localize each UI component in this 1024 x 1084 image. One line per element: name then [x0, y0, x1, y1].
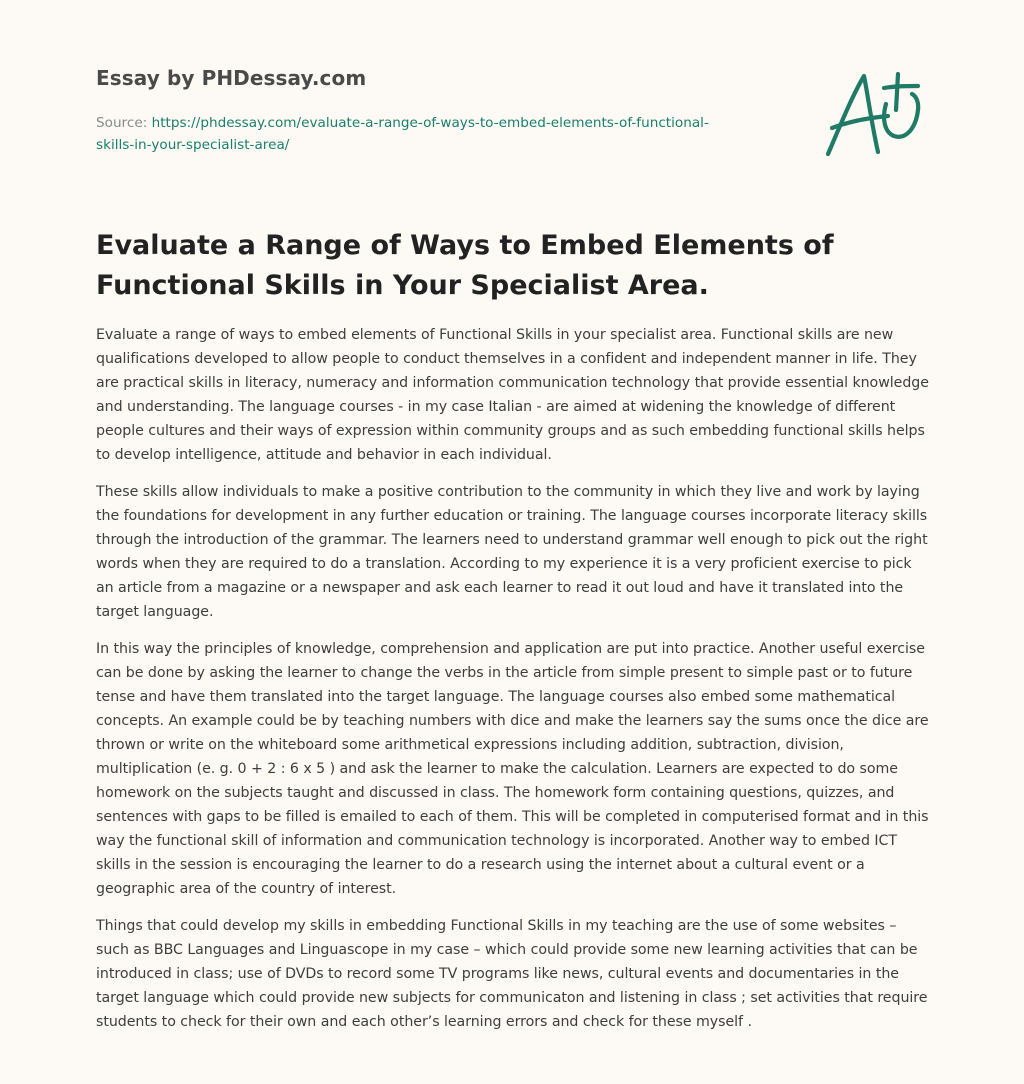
source-line	[96, 112, 736, 156]
essay-paragraph: These skills allow individuals to make a positive contribution to the community in which they live and work by laying the foundations for development in any further education or training. The language courses incorporate literacy skills through the introduction of the grammar. The learners need to understand grammar well enough to pick out the right words when they are required to do a translation. According to my experience it is a very proficient exercise to pick an article from a magazine or a newspaper and ask each learner to read it out loud and have it translated into the target language.	[96, 484, 928, 620]
essay-paragraph: In this way the principles of knowledge, comprehension and application are put into practice. Another useful exercise can be done by asking the learner to change the verbs in the article from simple present to simple past or to future tense and have them translated into the target language. The language courses also embed some mathematical concepts. An example could be by teaching numbers with dice and make the learners say the sums once the dice are thrown or write on the whiteboard some arithmetical expressions including addition, subtraction, division, multiplication (e. g. 0 + 2 : 6 x 5 ) and ask the learner to make the calculation. Learners are expected to do some homework on the subjects taught and discussed in class. The homework form containing questions, quizzes, and sentences with gaps to be filled is emailed to each of them. This will be completed in computerised format and in this way the functional skill of information and communication technology is incorporated. Another way to embed ICT skills in the session is encouraging the learner to do a research using the internet about a cultural event or a geographic area of the country of interest.	[96, 641, 929, 897]
site-brand: Essay by PHDessay.com	[96, 66, 367, 90]
essay-paragraph: Things that could develop my skills in embedding Functional Skills in my teaching are the use of some websites – such as BBC Languages and Linguascope in my case – which could provide some new learning activities that can be introduced in class; use of DVDs to record some TV programs like news, cultural events and documentaries in the target language which could provide new subjects for communicaton and listening in class ; set activities that require students to check for their own and each other’s learning errors and check for these myself .	[96, 918, 928, 1030]
source-label: Source:	[96, 115, 152, 131]
grade-a-plus-logo-icon	[818, 66, 928, 166]
essay-paragraph: Evaluate a range of ways to embed elements of Functional Skills in your specialist area. Functional skills are new qualifications developed to allow people to conduct themselves in a confident and independent manner in life. They are practical skills in literacy, numeracy and information communication technology that provide essential knowledge and understanding. The language courses - in my case Italian - are aimed at widening the knowledge of different people cultures and their ways of expression within community groups and as such embedding functional skills helps to develop intelligence, attitude and behavior in each individual.	[96, 327, 929, 463]
essay-title: Evaluate a Range of Ways to Embed Elements of Functional Skills in Your Specialist Area.	[96, 230, 834, 301]
source-link[interactable]: https://phdessay.com/evaluate-a-range-of-ways-to-embed-elements-of-functional-skills-in-your-specialist-area/	[96, 115, 709, 153]
essay-body	[96, 323, 932, 1047]
